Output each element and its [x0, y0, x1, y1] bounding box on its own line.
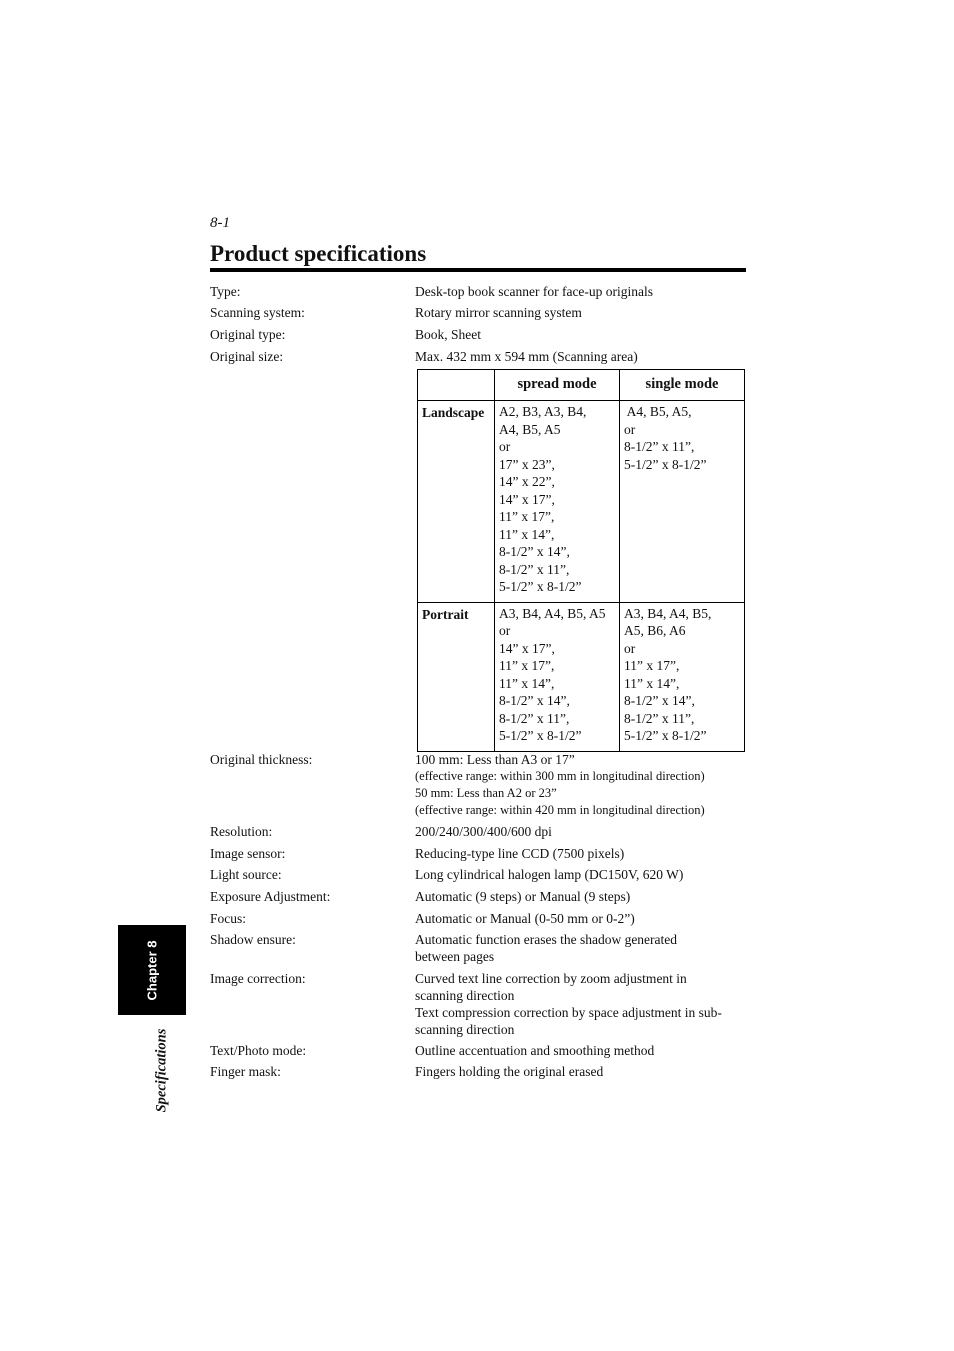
title-rule	[210, 268, 746, 272]
size-line: 11” x 14”,	[499, 526, 555, 542]
size-line: 11” x 17”,	[624, 658, 680, 673]
spec-value: Book, Sheet	[415, 327, 481, 342]
spec-value: Outline accentuation and smoothing method	[415, 1043, 655, 1058]
spec-label: Image correction:	[210, 971, 306, 986]
size-line: 5-1/2” x 8-1/2”	[499, 728, 582, 743]
portrait-spread-cell	[495, 602, 620, 751]
size-line: 11” x 14”,	[499, 675, 555, 691]
spec-label: Finger mask:	[210, 1064, 281, 1079]
size-line: 14” x 17”,	[499, 640, 555, 656]
section-number: 8-1	[210, 215, 230, 231]
size-line: or	[624, 421, 636, 437]
spec-value: Reducing-type line CCD (7500 pixels)	[415, 846, 625, 861]
spec-label: Scanning system:	[210, 305, 305, 320]
spec-label: Exposure Adjustment:	[210, 889, 331, 904]
spec-label: Original size:	[210, 349, 284, 364]
thickness-note: (effective range: within 420 mm in longitudinal direction)	[415, 803, 705, 817]
spec-value-line: Automatic function erases the shadow generated	[415, 932, 678, 947]
column-header-single-mode: single mode	[620, 370, 745, 401]
spec-value	[415, 970, 750, 1038]
table-corner-cell	[418, 370, 495, 401]
size-line: 8-1/2” x 11”,	[624, 710, 695, 726]
spec-value-line: scanning direction	[415, 1022, 515, 1037]
table-row-landscape	[418, 401, 745, 603]
size-line: A5, B6, A6	[624, 623, 686, 638]
size-line: 8-1/2” x 11”,	[624, 439, 695, 454]
size-line: 8-1/2” x 11”,	[499, 561, 570, 577]
spec-label: Text/Photo mode:	[210, 1043, 307, 1058]
spec-label: Resolution:	[210, 824, 273, 839]
spec-label: Type:	[210, 284, 241, 299]
column-header-spread-mode: spread mode	[495, 370, 620, 401]
spec-value-line: scanning direction	[415, 988, 515, 1003]
spec-label: Image sensor:	[210, 846, 286, 861]
size-line: 11” x 14”,	[624, 675, 680, 691]
landscape-spread-cell	[495, 401, 620, 603]
spec-value: Fingers holding the original erased	[415, 1064, 604, 1079]
size-line: 5-1/2” x 8-1/2”	[624, 456, 707, 472]
size-line: 11” x 17”,	[499, 658, 555, 673]
size-line: 14” x 22”,	[499, 474, 555, 489]
size-line: 11” x 17”,	[499, 509, 555, 524]
spec-value-line: Curved text line correction by zoom adjustment in	[415, 971, 687, 986]
side-section-text: Specifications	[153, 1028, 170, 1112]
size-line: or	[624, 640, 636, 656]
spec-value: Max. 432 mm x 594 mm (Scanning area)	[415, 349, 638, 364]
thickness-line: 100 mm: Less than A3 or 17”	[415, 752, 575, 767]
size-line: 17” x 23”,	[499, 456, 555, 472]
size-line: A4, B5, A5	[499, 421, 561, 437]
spec-value: 200/240/300/400/600 dpi	[415, 824, 552, 839]
size-line: A3, B4, A4, B5, A5	[499, 605, 606, 621]
size-line: 14” x 17”,	[499, 491, 555, 507]
thickness-line: 50 mm: Less than A2 or 23”	[415, 786, 557, 800]
size-line: or	[499, 439, 511, 454]
spec-value-line: Text compression correction by space adjustment in sub-	[415, 1005, 722, 1020]
size-line: A2, B3, A3, B4,	[499, 404, 587, 419]
spec-value	[415, 931, 750, 965]
size-line: A3, B4, A4, B5,	[624, 605, 712, 621]
size-line: 5-1/2” x 8-1/2”	[624, 728, 707, 743]
spec-value: Desk-top book scanner for face-up originals	[415, 284, 654, 299]
portrait-single-cell	[620, 602, 745, 751]
size-line: 5-1/2” x 8-1/2”	[499, 579, 582, 594]
thickness-note: (effective range: within 300 mm in longitudinal direction)	[415, 769, 705, 783]
size-line: 8-1/2” x 11”,	[499, 710, 570, 726]
landscape-single-cell	[620, 401, 745, 603]
row-header-landscape: Landscape	[418, 401, 495, 603]
spec-value: Long cylindrical halogen lamp (DC150V, 620 W)	[415, 867, 684, 882]
size-line: 8-1/2” x 14”,	[624, 693, 695, 708]
spec-label: Light source:	[210, 867, 282, 882]
spec-label: Original type:	[210, 327, 286, 342]
spec-value: Automatic or Manual (0-50 mm or 0-2”)	[415, 911, 635, 926]
chapter-tab-text: Chapter 8	[144, 940, 160, 1000]
size-line: or	[499, 623, 511, 638]
table-row-portrait	[418, 602, 745, 751]
size-line: A4, B5, A5,	[624, 404, 692, 419]
spec-label: Focus:	[210, 911, 247, 926]
page-title: Product specifications	[210, 241, 427, 266]
spec-value: Rotary mirror scanning system	[415, 305, 582, 320]
spec-value: Automatic (9 steps) or Manual (9 steps)	[415, 889, 631, 904]
size-line: 8-1/2” x 14”,	[499, 544, 570, 559]
spec-value-line: between pages	[415, 949, 495, 964]
table-header-row	[418, 370, 745, 401]
row-header-portrait: Portrait	[418, 602, 495, 751]
chapter-tab-label	[118, 925, 186, 1015]
original-size-table	[417, 369, 745, 752]
spec-value	[415, 751, 750, 819]
side-section-label	[118, 1020, 206, 1120]
size-line: 8-1/2” x 14”,	[499, 693, 570, 708]
spec-label: Shadow ensure:	[210, 932, 296, 947]
spec-label: Original thickness:	[210, 752, 313, 767]
